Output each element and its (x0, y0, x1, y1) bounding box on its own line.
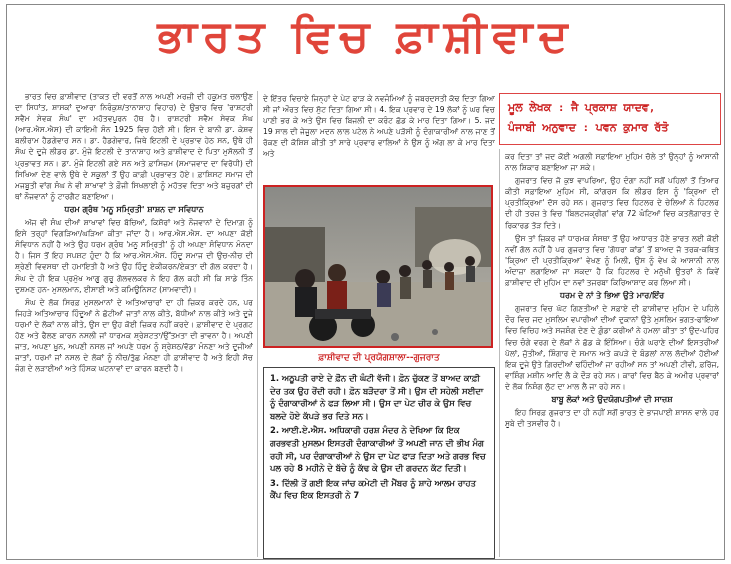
subheading: ਧਰਮ ਗ੍ਰੰਥ 'ਮਨੂ ਸਮ੍ਰਿਤੀ' ਸ਼ਾਸ਼ਨ ਦਾ ਸਵਿਧਾਨ (64, 204, 204, 214)
translator-line: ਪੰਜਾਬੀ ਅਨੁਵਾਦ : ਪਵਨ ਕੁਮਾਰ ਰੱਤੋ (508, 121, 669, 134)
incident-list-box (263, 367, 495, 559)
crowd-scene-image (265, 187, 491, 346)
paragraph: ਉਸ ਤਾਂ ਜ਼ਿਕਰ ਜਾਂ ਧਾਰਮਕ ਸੰਸਥਾ ਤੋਂ ਉਹ ਆਧਾਰਤ ਹੋਣੇ ਭਾਰਤ ਲਈ ਕੋਈ ਨਵੀਂ ਗੱਲ ਨਹੀਂ ਹੈ ਪਰ ਗੁਜਰਾਤ ਵਿਚ 'ਗੋਧਰਾ ਕਾਂਡ' ਤੋਂ ਬਾਅਦ ਜੋ ਤਰਕ-ਕਥਿਤ 'ਕ੍ਰਿਆ ਦੀ ਪ੍ਰਤੀਕ੍ਰਿਆ' ਵੇਖਣ ਨੂੰ ਮਿਲੀ, ਉਸ ਨੂੰ ਵੇਖ ਕੇ ਆਸਾਨੀ ਨਾਲ ਅੰਦਾਜ਼ਾ ਲਗਾਇਆ ਜਾ ਸਕਦਾ ਹੈ ਕਿ ਹਿਟਲਰ ਦੇ ਮਨੁੱਖੀ ਉਤਰਾਂ ਨੇ ਕਿਵੇਂ ਫ਼ਾਸ਼ੀਵਾਦ ਦੀ ਮੁਹਿਮ ਦਾ ਨਵਾਂ ਤਜਰਬਾ ਕਿਰਿਆਸ਼ਾਦ ਕਰ ਲਿਆ ਸੀ। (505, 233, 719, 288)
paragraph: ਦੇ ਇੱਤਰ ਵਿਚਾਏ ਜਿਨ੍ਹਾਂ ਦੇ ਪੇਟ ਫਾੜ ਕੇ ਨਵਜੰਮਿਆਂ ਨੂੰ ਜਬਰਦਸਤੀ ਕੱਢ ਦਿਤਾ ਗਿਆ ਸੀ ਜਾਂ ਔਰਤ ਵਿਚ ਸੁੱਟ ਦਿਤਾ ਗਿਆ ਸੀ। 4. ਇਕ ਪ੍ਰਵਾਰ ਦੇ 19 ਲੋਕਾਂ ਨੂੰ ਘਰ ਵਿਚ ਪਾਣੀ ਭਰ ਕੇ ਅਤੇ ਉਸ ਵਿਚ ਬਿਜਲੀ ਦਾ ਕਰੰਟ ਛੱਡ ਕੇ ਮਾਰ ਦਿਤਾ ਗਿਆ। 5. ਜਦ 19 ਸਾਲ ਦੀ ਜੇਜੂਲਾ ਮਦਨ ਲਾਲ ਪਟੇਲ ਨੇ ਅਪਣੇ ਪੜੋਸੀ ਨੂੰ ਦੰਗਾਕਾਰੀਆਂ ਨਾਲ ਜਾਣ ਤੋਂ ਰੋਕਣ ਦੀ ਕੋਸ਼ਿਸ਼ ਕੀਤੀ ਤਾਂ ਸਾਰੇ ਪ੍ਰਵਾਰ ਵਾਲਿਆਂ ਨੇ ਉਸ ਨੂੰ ਅੱਗ ਲਾ ਕੇ ਮਾਰ ਦਿਤਾ ਅਤੇ (263, 94, 495, 159)
paragraph: ਇਹ ਸਿਰਫ਼ ਗੁਜਰਾਤ ਦਾ ਹੀ ਨਹੀਂ ਸਗੋਂ ਭਾਰਤ ਦੇ ਭਾਜਪਾਈ ਸ਼ਾਸਨ ਵਾਲੇ ਹਰ ਸੂਬੇ ਦੀ ਤਸਵੀਰ ਹੈ। (505, 408, 719, 429)
news-photo (263, 185, 493, 348)
article-column-3 (505, 151, 719, 557)
paragraph: ਅੱਜ ਵੀ ਸੰਘ ਦੀਆਂ ਸ਼ਾਖਾਵਾਂ ਵਿਚ ਬੱਚਿਆਂ, ਕਿਸ਼ੋਰਾਂ ਅਤੇ ਨੌਜਵਾਨਾਂ ਦੇ ਦਿਮਾਗ਼ ਨੂੰ ਇਸੇ ਤਰ੍ਹਾਂ ਵਿਗੜਿਆ/ਘੜਿਆ ਕੀਤਾ ਜਾਂਦਾ ਹੈ। ਆਰ.ਐਸ.ਐਸ. ਦਾ ਅਪਣਾ ਕੋਈ ਸੰਵਿਧਾਨ ਨਹੀਂ ਹੈ ਅਤੇ ਉਹ ਧਰਮ ਗ੍ਰੰਥ 'ਮਨੂ ਸਮ੍ਰਿਤੀ' ਨੂੰ ਹੀ ਅਪਣਾ ਸੰਵਿਧਾਨ ਮੰਨਦਾ ਹੈ। ਜਿਸ ਤੋਂ ਇਹ ਸਪਸ਼ਟ ਹੁੰਦਾ ਹੈ ਕਿ ਆਰ.ਐਸ.ਐਸ. ਹਿੰਦੂ ਸਮਾਜ ਦੀ ਉਚ-ਨੀਚ ਦੀ ਸ਼੍ਰੇਣੀ ਵਿਵਸਥਾ ਦੀ ਹਮਾਇਤੀ ਹੈ ਅਤੇ ਉਹ ਹਿੰਦੂ ਏਕੀਕਰਨ/ਏਕਤਾ ਦੀ ਗੱਲ ਕਰਦਾ ਹੈ। ਸੰਘ ਦੇ ਹੀ ਇਕ ਪ੍ਰਮੁੱਖ ਆਗੂ ਗੁਰੂ ਗੋਲਵਲਕਰ ਨੇ ਇਹ ਗੱਲ ਕਹੀ ਸੀ ਕਿ ਸਾਡੇ ਤਿੰਨ ਦੁਸ਼ਮਣ ਹਨ- ਮੁਸਲਮਾਨ, ਈਸਾਈ ਅਤੇ ਕਮਿਊਨਿਸਟ (ਸਾਮਵਾਦੀ)। (15, 218, 253, 294)
paragraph: ਭਾਰਤ ਵਿਚ ਫ਼ਾਸ਼ੀਵਾਦ (ਤਾਕਤ ਦੀ ਵਰਤੋਂ ਨਾਲ ਅਪਣੀ ਮਰਜ਼ੀ ਦੀ ਹਕੂਮਤ ਚਲਾਉਣ ਦਾ ਸਿਧਾਂਤ, ਸ਼ਾਸਕਾਂ ਦੁਆਰਾ ਨਿਰੰਕੁਸ਼/ਤਾਨਾਸ਼ਾਹ ਵਿਹਾਰ) ਦੇ ਉਭਾਰ ਵਿਚ 'ਰਾਸ਼ਟਰੀ ਸਵੈਮ ਸੇਵਕ ਸੰਘ' ਦਾ ਮਹੱਤਵਪੂਰਨ ਹੱਥ ਹੈ। ਰਾਸ਼ਟਰੀ ਸਵੈਮ ਸੇਵਕ ਸੰਘ (ਆਰ.ਐਸ.ਐਸ) ਦੀ ਕਾਇਮੀ ਸੰਨ 1925 ਵਿਚ ਹੋਈ ਸੀ। ਇਸ ਦੇ ਬਾਨੀ ਡਾ. ਕੇਸ਼ਵ ਬਲੀਰਾਮ ਹੈਡਗੇਵਾਰ ਸਨ। ਡਾ. ਹੈਡਗੇਵਾਰ, ਜਿਥੇ ਇਟਲੀ ਦੇ ਪ੍ਰਭਾਵ ਹੇਠ ਸਨ, ਉਥੇ ਹੀ ਸੰਘ ਦੇ ਦੂਜੇ ਲੀਡਰ ਡਾ. ਮੁੰਜੇ ਇਟਲੀ ਦੇ ਤਾਨਾਸ਼ਾਹ ਅਤੇ ਫ਼ਾਸ਼ੀਵਾਦ ਦੇ ਪਿਤਾ ਮੁਸੋਲਨੀ ਤੋਂ ਪ੍ਰਭਾਵਤ ਸਨ। ਡਾ. ਮੁੰਜੇ ਇਟਲੀ ਗਏ ਸਨ ਅਤੇ ਫ਼ਾਸਿਜ਼ਮ (ਸਮਾਜਵਾਦ ਦਾ ਵਿਰੋਧੀ) ਦੀ ਸਿਖਿਆ ਦੇਣ ਵਾਲੇ ਉਥੇ ਦੇ ਸਕੂਲਾਂ ਤੋਂ ਉਹ ਕਾਫ਼ੀ ਪ੍ਰਭਾਵਤ ਹੋਏ। ਫ਼ਾਸ਼ਿਸਟ ਸਮਾਜ ਦੀ ਮਜਬੂਤੀ ਵਾਂਗ ਸੰਘ ਨੇ ਵੀ ਸ਼ਾਖਾਵਾਂ ਤੇ ਫ਼ੌਜੀ ਸਿਖਲਾਈ ਨੂੰ ਮਹੱਤਵ ਦਿਤਾ ਅਤੇ ਬਜ਼ੁਰਗਾਂ ਦੀ ਥਾਂ ਨੌਜਵਾਨਾਂ ਨੂੰ ਟਾਰਗੈਟ ਬਣਾਇਆ। (15, 92, 253, 201)
newspaper-page (6, 4, 725, 560)
subheading: ਬਾਬੂ ਲੋਕਾਂ ਅਤੇ ਉਦਯੋਗਪਤੀਆਂ ਦੀ ਸਾਜ਼ਸ਼ (551, 394, 673, 404)
paragraph: ਕਰ ਦਿਤਾ ਤਾਂ ਜਦ ਕੋਈ ਅਗਲੀ ਸਫ਼ਾਇਆ ਮੁਹਿਮ ਚੱਲੇ ਤਾਂ ਉਨ੍ਹਾਂ ਨੂੰ ਆਸਾਨੀ ਨਾਲ ਸ਼ਿਕਾਰ ਬਣਾਇਆ ਜਾ ਸਕੇ। (505, 152, 719, 173)
article-column-1 (15, 91, 253, 557)
column-divider (499, 149, 500, 557)
headline: ਭਾਰਤ ਵਿਚ ਫ਼ਾਸ਼ੀਵਾਦ (157, 11, 574, 62)
photo-caption: ਫ਼ਾਸ਼ੀਵਾਦ ਦੀ ਪ੍ਰਯੋਗਸ਼ਾਲਾ--ਗੁਜਰਾਤ (318, 353, 440, 363)
list-item: 2. ਆਈ.ਏ.ਐਸ. ਅਧਿਕਾਰੀ ਹਰਸ਼ ਮੰਦਰ ਨੇ ਦੇਖਿਆ ਕਿ ਇਕ ਗਰਭਵਤੀ ਮੁਸਲਮ ਇਸਤਰੀ ਦੰਗਾਕਾਰੀਆਂ ਤੋਂ ਅਪਣੀ ਜਾਨ ਦੀ ਭੀਖ ਮੰਗ ਰਹੀ ਸੀ, ਪਰ ਦੰਗਾਕਾਰੀਆਂ ਨੇ ਉਸ ਦਾ ਪੇਟ ਫਾੜ ਦਿਤਾ ਅਤੇ ਗਰਭ ਵਿਚ ਪਲ ਰਹੇ 8 ਮਹੀਨੇ ਦੇ ਬੱਚੇ ਨੂੰ ਕੱਢ ਕੇ ਉਸ ਦੀ ਗਰਦਨ ਕੱਟ ਦਿਤੀ। (270, 425, 486, 474)
paragraph: ਗੁਜਰਾਤ ਵਿਚ ਘੱਟ ਗਿਣਤੀਆਂ ਦੇ ਸਫ਼ਾਏ ਦੀ ਫ਼ਾਸ਼ੀਵਾਦ ਮੁਹਿਮ ਦੇ ਪਹਿਲੇ ਦੌਰ ਵਿਚ ਜਦ ਮੁਸਲਿਮ ਵਪਾਰੀਆਂ ਦੀਆਂ ਦੁਕਾਨਾਂ ਉਤੇ ਮੁਸਲਿਮ ਭਗਤ-ਫਾਇਆ ਵਿਚ ਵਿਚਿਹ ਅਤੇ ਸਜਸ਼ੰਗ ਦੇਣ ਦੇ ਗ਼ੁੰਡਾ ਕਰੀਆਂ ਨੇ ਹਮਲਾ ਕੀਤਾ ਤਾਂ ਉਦ-ਪਹਿਰ ਵਿਚ ਚੰਗੇ ਵਰਗ ਦੇ ਲੋਕਾਂ ਨੇ ਛੱਡ ਕੇ ਇੰਸਿਆ। ਚੰਗੇ ਘਰਾਣੇ ਦੀਆਂ ਇਸਤਰੀਆਂ ਪੋਲਾਂ, ਜੁੱਤੀਆਂ, ਸ਼ਿੰਗਾਰ ਦੇ ਸਮਾਨ ਅਤੇ ਕਪੜੇ ਦੇ ਬੰਡਲਾਂ ਨਾਲ ਲੱਦੀਆਂ ਹੋਈਆਂ ਇਕ ਦੂਜੇ ਉਤੇ ਗ਼ਿਰਦੀਆਂ ਢਹਿੰਦੀਆਂ ਜਾ ਰਹੀਆਂ ਸਨ ਤਾਂ ਅਪਣੀ ਟੀਵੀ, ਫ਼ਰਿੱਜ, ਵਾਸ਼ਿੰਗ ਮਸ਼ੀਨ ਆਦਿ ਲੈ ਕੇ ਦੌੜ ਰਹੇ ਸਨ। ਕਾਰਾਂ ਵਿਚ ਬੈਠ ਕੇ ਅਮੀਰ ਪ੍ਰਵਾਰਾਂ ਦੇ ਲੋਕ ਨਿਸ਼ੰਗ ਲੁੱਟ ਦਾ ਮਾਲ ਲੈ ਜਾ ਰਹੇ ਸਨ। (505, 304, 719, 391)
list-item: 1. ਅਠੂਪਤੀ ਰਾਏ ਦੇ ਫ਼ੌਨ ਦੀ ਘੰਟੀ ਵੱਜੀ। ਫ਼ੋਨ ਚੁੱਕਣ ਤੋਂ ਬਾਅਦ ਕਾਫ਼ੀ ਦੇਰ ਤਕ ਉਹ ਰੋਂਦੀ ਰਹੀ। ਫ਼ੋਨ ਬੜੌਦਰਾ ਤੋਂ ਸੀ। ਉਸ ਦੀ ਸਹੇਲੀ ਸਈਦਾ ਨੂੰ ਦੰਗਾਕਾਰੀਆਂ ਨੇ ਫੜ ਲਿਆ ਸੀ। ਉਸ ਦਾ ਪੇਟ ਚੀਰ ਕੇ ਉਸ ਵਿਚ ਬਲਦੇ ਹੋਏ ਕੱਪੜੇ ਭਰ ਦਿਤੇ ਸਨ। (270, 373, 484, 421)
subheading: ਧਰਮ ਦੇ ਨਾਂ ਤੇ ਭਿਆ ਉਤੇ ਮਾਰ/ਇੰਰ (559, 291, 665, 301)
paragraph: ਸੰਘ ਦੇ ਲੱਕ ਸਿਰਫ਼ ਮੁਸਲਮਾਨਾਂ ਦੇ ਅਤਿਆਚਾਰਾਂ ਦਾ ਹੀ ਜ਼ਿਕਰ ਕਰਦੇ ਹਨ, ਪਰ ਜਿਹੜੇ ਅਤਿਆਚਾਰ ਹਿੰਦੂਆਂ ਨੇ ਛੋਟੀਆਂ ਜਾਤਾਂ ਨਾਲ ਕੀਤੇ, ਬੋਧੀਆਂ ਨਾਲ ਕੀਤੇ ਅਤੇ ਦੂਜੇ ਧਰਮਾਂ ਦੇ ਲੋਕਾਂ ਨਾਲ ਕੀਤੇ, ਉਸ ਦਾ ਉਹ ਕੋਈ ਜ਼ਿਕਰ ਨਹੀਂ ਕਰਦੇ। ਫ਼ਾਸ਼ੀਵਾਦ ਦੇ ਪ੍ਰਗਟ ਹੋਣ ਅਤੇ ਫੈਲਣ ਕਾਰਨ ਨਸਲੀ ਜਾਂ ਧਾਰਮਕ ਸ਼੍ਰੇਸ਼ਟਤਾ/ਉੱਤਮਤਾ ਦੀ ਭਾਵਨਾ ਹੈ। ਅਪਣੀ ਜਾਤ, ਅਪਣਾ ਖ਼ੂਨ, ਅਪਣੀ ਨਸਲ ਜਾਂ ਅਪਣੇ ਧਰਮ ਨੂੰ ਸ਼੍ਰੇਸ਼ਠ/ਵੱਡਾ ਮੰਨਣਾ ਅਤੇ ਦੂਜੀਆਂ ਜਾਤਾਂ, ਧਰਮਾਂ ਜਾਂ ਨਸਲ ਦੇ ਲੋਕਾਂ ਨੂੰ ਨੀਚ/ਤੁੱਛ ਮੰਨਣਾ ਹੀ ਫ਼ਾਸ਼ੀਵਾਦ ਹੈ ਅਤੇ ਇਹੀ ਸੋਚ ਜੰਗ ਦੇ ਲੜਾਈਆਂ ਅਤੇ ਹਿੰਸਕ ਘਟਨਾਵਾਂ ਦਾ ਕਾਰਨ ਬਣਦੀ ਹੈ। (15, 297, 253, 374)
author-credit-box (499, 93, 721, 145)
article-column-2-top (263, 93, 495, 179)
list-item: 3. ਦਿੱਲੀ ਤੋਂ ਗਈ ਇਕ ਜਾਂਚ ਕਮੇਟੀ ਦੀ ਮੈਂਬਰ ਨੂੰ ਸ਼ਾਹੇ ਆਲਮ ਰਾਹਤ ਕੈਂਪ ਵਿਚ ਇਕ ਇਸਤਰੀ ਨੇ 7 (270, 477, 476, 501)
author-line: ਮੂਲ ਲੇਖਕ : ਜੈ ਪ੍ਰਕਾਸ਼ ਯਾਦਵ, (508, 101, 656, 114)
paragraph: ਗੁਜਰਾਤ ਵਿਚ ਜੋ ਕੁਝ ਵਾਪਰਿਆ, ਉਹ ਦੰਗਾ ਨਹੀਂ ਸਗੋਂ ਪਹਿਲਾਂ ਤੋਂ ਤਿਆਰ ਕੀਤੀ ਸਫ਼ਾਇਆ ਮੁਹਿਮ ਸੀ, ਕਾਂਗਰਸ ਕਿ ਲੀਡਰ ਇਸ ਨੂੰ 'ਕ੍ਰਿਆ ਦੀ ਪ੍ਰਤੀਕ੍ਰਿਆ' ਦੱਸ ਰਹੇ ਸਨ। ਗੁਜਰਾਤ ਵਿਚ ਹਿਟਲਰ ਦੇ ਚੇਲਿਆਂ ਨੇ ਹਿਟਲਰ ਦੀ ਹੀ ਤਰਜ਼ ਤੇ ਵਿਚ 'ਬਿਲਟਜਕ੍ਰੀਗ' ਵਾਂਗ 72 ਘੰਟਿਆਂ ਵਿਚ ਕਤਲੋਗ਼ਾਰਤ ਦੇ ਰਿਕਾਰਡ ਤੋੜ ਦਿਤੇ। (505, 176, 719, 230)
column-divider (257, 91, 258, 557)
